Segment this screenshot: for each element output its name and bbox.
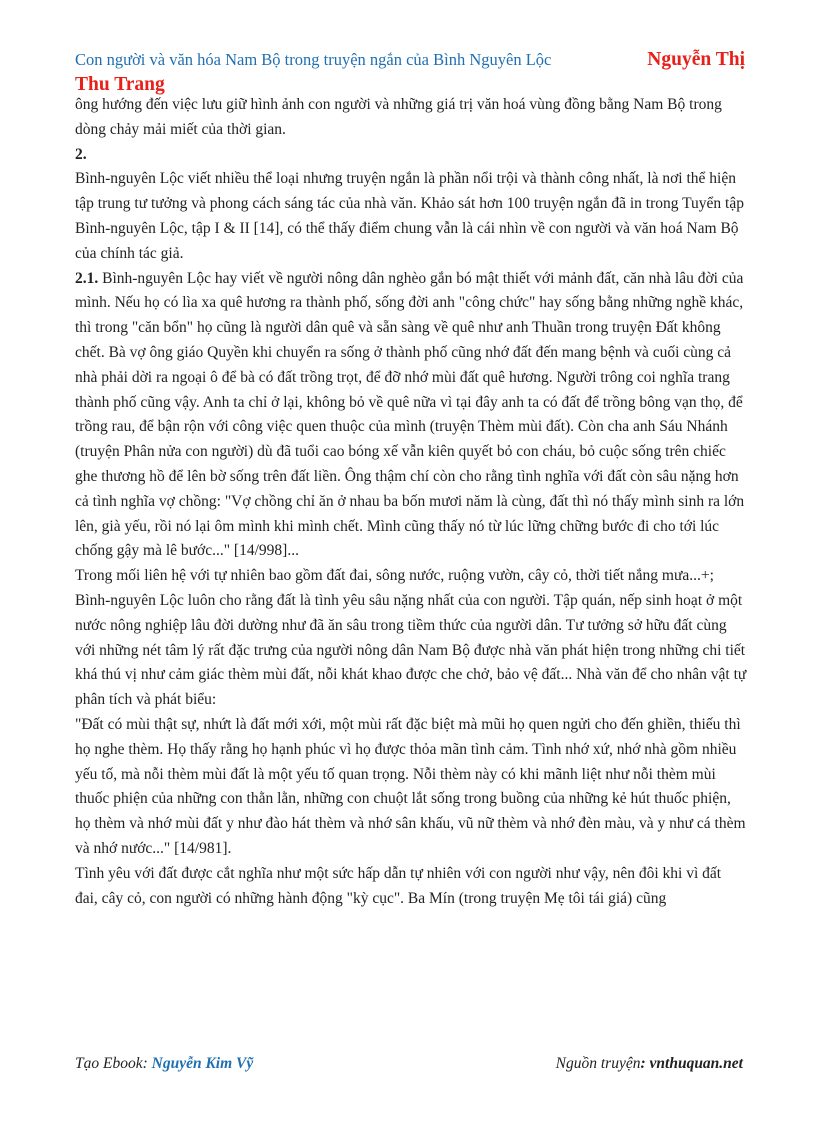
section-heading-2 <box>75 143 747 168</box>
section-number-2-1: 2.1. <box>75 269 99 287</box>
footer-source <box>556 1055 743 1073</box>
footer-source-name: vnthuquan.net <box>649 1055 743 1072</box>
header-author-line2: Thu Trang <box>75 74 165 95</box>
footer-creator-name: Nguyễn Kim Vỹ <box>151 1055 254 1072</box>
header-author-line1: Nguyễn Thị <box>647 49 745 70</box>
footer-creator-sep: : <box>142 1055 152 1072</box>
header-title: Con người và văn hóa Nam Bộ trong truyện ngắn của Bình Nguyên Lộc <box>75 50 552 69</box>
footer-source-sep: : <box>640 1055 650 1072</box>
paragraph-1: ông hướng đến việc lưu giữ hình ảnh con người và những giá trị văn hoá vùng đồng bằng Nam Bộ trong dòng chảy mải miết của thời gian. <box>75 96 722 138</box>
body-text <box>75 93 747 911</box>
paragraph-5-quote: "Đất có mùi thật sự, nhứt là đất mới xới, một mùi rất đặc biệt mà mũi họ quen ngửi cho đến ghiền, thiếu thì họ nghe thèm. Họ thấy rằng họ hạnh phúc vì họ được thỏa mãn tình cảm. Tình nhớ xứ, nhớ nhà gồm nhiều yếu tố, mà nỗi thèm mùi đất là một yếu tố quan trọng. Nỗi thèm này có khi mãnh liệt như nỗi thèm mùi thuốc phiện của những con thằn lằn, những con chuột lắt sống trong buồng của những kẻ hút thuốc phiện, họ thèm và nhớ mùi đất y như đào hát thèm và nhớ sân khấu, vũ nữ thèm và nhớ đèn màu, và y như cá thèm và nhớ nước..." [14/981]. <box>75 715 746 857</box>
paragraph-3-text: Bình-nguyên Lộc hay viết về người nông dân nghèo gắn bó mật thiết với mảnh đất, căn nhà lâu đời của mình. Nếu họ có lìa xa quê hương ra thành phố, sống đời anh "công chức" hay sống bằng những nghề khác, thì trong "căn bổn" họ cũng là người dân quê và sẵn sàng về quê như anh Thuần trong truyện Đất không chết. Bà vợ ông giáo Quyền khi chuyển ra sống ở thành phố cũng nhớ đất đến mang bệnh và cuối cùng cả nhà phải dời ra ngoại ô để bà có đất trồng trọt, để đỡ nhớ mùi đất quê hương. Người trông coi nghĩa trang thành phố cũng vậy. Anh ta chỉ ở lại, không bỏ về quê nữa vì tại đây anh ta có đất để trồng bông vạn thọ, để trồng rau, để bận rộn với công việc quen thuộc của mình (truyện Thèm mùi đất). Còn cha anh Sáu Nhánh (truyện Phân nửa con người) dù đã tuổi cao bóng xế vẫn kiên quyết bỏ con cháu, bỏ cuộc sống trên chiếc ghe thương hồ để lên bờ sống trên đất liền. Ông thậm chí còn cho rằng tình nghĩa với đất còn sâu nặng hơn cả tình nghĩa vợ chồng: "Vợ chồng chỉ ăn ở nhau ba bốn mươi năm là cùng, đất thì nó thấy mình sinh ra lớn lên, già yếu, rồi nó lại ôm mình khi mình chết. Mình cũng thấy nó từ lúc lững chững bước đi cho tới lúc chống gậy mà lê bước..." [14/998]... <box>75 269 745 560</box>
footer-creator-label: Tạo Ebook <box>75 1055 143 1072</box>
paragraph-3 <box>75 267 747 565</box>
paragraph-2: Bình-nguyên Lộc viết nhiều thể loại nhưng truyện ngắn là phần nổi trội và thành công nhất, là nơi thể hiện tập trung tư tưởng và phong cách sáng tác của nhà văn. Khảo sát hơn 100 truyện ngắn đã in trong Tuyển tập Bình-nguyên Lộc, tập I & II [14], có thể thấy điểm chung vẫn là cái nhìn về con người và văn hoá Nam Bộ của chính tác giả. <box>75 170 744 262</box>
footer-creator <box>75 1055 253 1073</box>
paragraph-6: Tình yêu với đất được cắt nghĩa như một sức hấp dẫn tự nhiên với con người như vậy, nên đôi khi vì đất đai, cây cỏ, con người có những hành động "kỳ cục". Ba Mín (trong truyện Mẹ tôi tái giá) cũng <box>75 864 722 907</box>
section-number-2: 2. <box>75 145 87 163</box>
paragraph-4: Trong mối liên hệ với tự nhiên bao gồm đất đai, sông nước, ruộng vườn, cây cỏ, thời tiết nắng mưa...+; Bình-nguyên Lộc luôn cho rằng đất là tình yêu sâu nặng nhất của con người. Tập quán, nếp sinh hoạt ở một nước nông nghiệp lâu đời dường như đã ăn sâu trong tiềm thức của người dân. Tư tưởng sở hữu đất cùng với những nét tâm lý rất đặc trưng của người nông dân Nam Bộ được nhà văn phát hiện trong những chi tiết khá thú vị như cảm giác thèm mùi đất, nỗi khát khao được che chở, bảo vệ đất... Nhà văn để cho nhân vật tự phân tích và phát biểu: <box>75 567 747 709</box>
footer-source-label: Nguồn truyện <box>555 1055 641 1072</box>
